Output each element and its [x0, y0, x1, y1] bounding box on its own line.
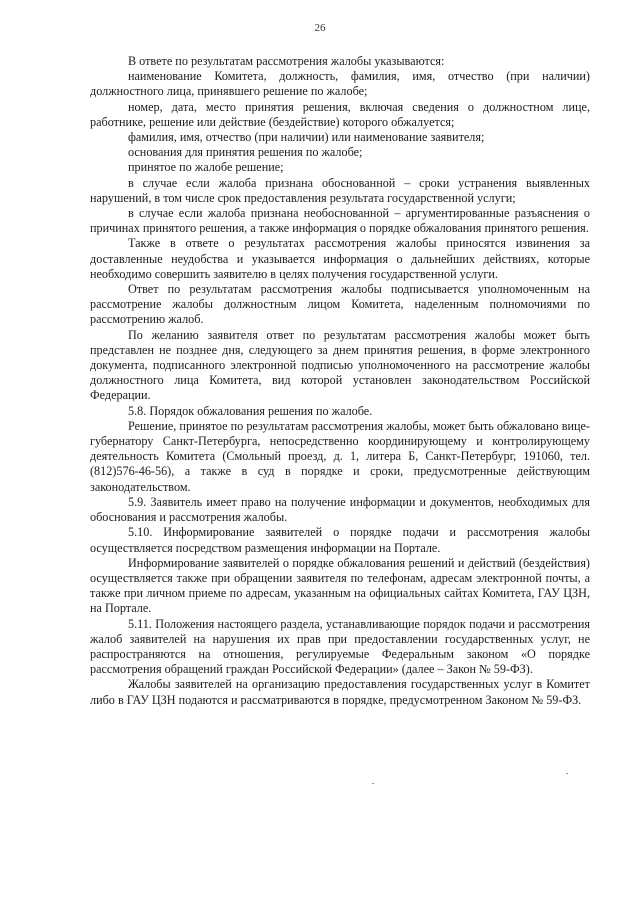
document-body	[90, 54, 590, 708]
paragraph: По желанию заявителя ответ по результатам рассмотрения жалобы может быть представлен не позднее дня, следующего за днем принятия решения, в форме электронного документа, подписанного электронной подписью уполномоченного на рассмотрение жалобы должностного лица Комитета, вид которой установлен законодательством Российской Федерации.	[90, 327, 590, 403]
paragraph: принятое по жалобе решение;	[128, 160, 284, 175]
paragraph: основания для принятия решения по жалобе;	[128, 145, 363, 160]
paragraph: 5.9. Заявитель имеет право на получение информации и документов, необходимых для обоснования и рассмотрения жалобы.	[90, 494, 590, 525]
paragraph: наименование Комитета, должность, фамилия, имя, отчество (при наличии) должностного лица, принявшего решение по жалобе;	[90, 69, 590, 99]
paragraph: 5.10. Информирование заявителей о порядке подачи и рассмотрения жалобы осуществляется посредством размещения информации на Портале.	[90, 525, 590, 555]
paragraph: номер, дата, место принятия решения, включая сведения о должностном лице, работнике, решение или действие (бездействие) которого обжалуется;	[90, 99, 590, 129]
scan-speck	[372, 783, 374, 784]
paragraph: в случае если жалоба признана обоснованной – сроки устранения выявленных нарушений, в том числе срок предоставления результата государственной услуги;	[90, 175, 590, 205]
paragraph: фамилия, имя, отчество (при наличии) или наименование заявителя;	[128, 130, 485, 145]
paragraph: в случае если жалоба признана необоснованной – аргументированные разъяснения о причинах принятого решения, а также информация о порядке обжалования принятого решения.	[90, 206, 590, 236]
section-heading: 5.8. Порядок обжалования решения по жалобе.	[128, 403, 373, 418]
paragraph: Жалобы заявителей на организацию предоставления государственных услуг в Комитет либо в ГАУ ЦЗН подаются и рассматриваются в порядке, предусмотренном Законом № 59-ФЗ.	[90, 677, 590, 707]
paragraph: Также в ответе о результатах рассмотрения жалобы приносятся извинения за доставленные неудобства и указывается информация о дальнейших действиях, которые необходимо совершить заявителю в целях получения государственной услуги.	[90, 236, 590, 281]
paragraph: Информирование заявителей о порядке обжалования решений и действий (бездействия) осуществляется также при обращении заявителя по телефонам, адресам электронной почты, а также при личном приеме по адресам, указанным на официальных сайтах Комитета, ГАУ ЦЗН, на Портале.	[90, 555, 590, 616]
paragraph: В ответе по результатам рассмотрения жалобы указываются:	[128, 54, 445, 68]
paragraph: 5.11. Положения настоящего раздела, устанавливающие порядок подачи и рассмотрения жалоб заявителей на нарушения их прав при предоставлении государственных услуг, не распространяются на отношения, регулируемые Федеральным законом «О порядке рассмотрения обращений граждан Российской Федерации» (далее – Закон № 59-ФЗ).	[90, 616, 590, 677]
paragraph: Ответ по результатам рассмотрения жалобы подписывается уполномоченным на рассмотрение жалобы должностным лицом Комитета, наделенным полномочиями по рассмотрению жалоб.	[90, 282, 590, 327]
page-number: 26	[314, 22, 326, 34]
paragraph: Решение, принятое по результатам рассмотрения жалобы, может быть обжаловано вице-губернатору Санкт-Петербурга, непосредственно координирующему и контролирующему деятельность Комитета (Смольный проезд, д. 1, литера Б, Санкт-Петербург, 191060, тел. (812)576-46-56), а также в суд в порядке и сроки, предусмотренные действующим законодательством.	[90, 418, 590, 494]
scan-speck	[566, 773, 568, 774]
